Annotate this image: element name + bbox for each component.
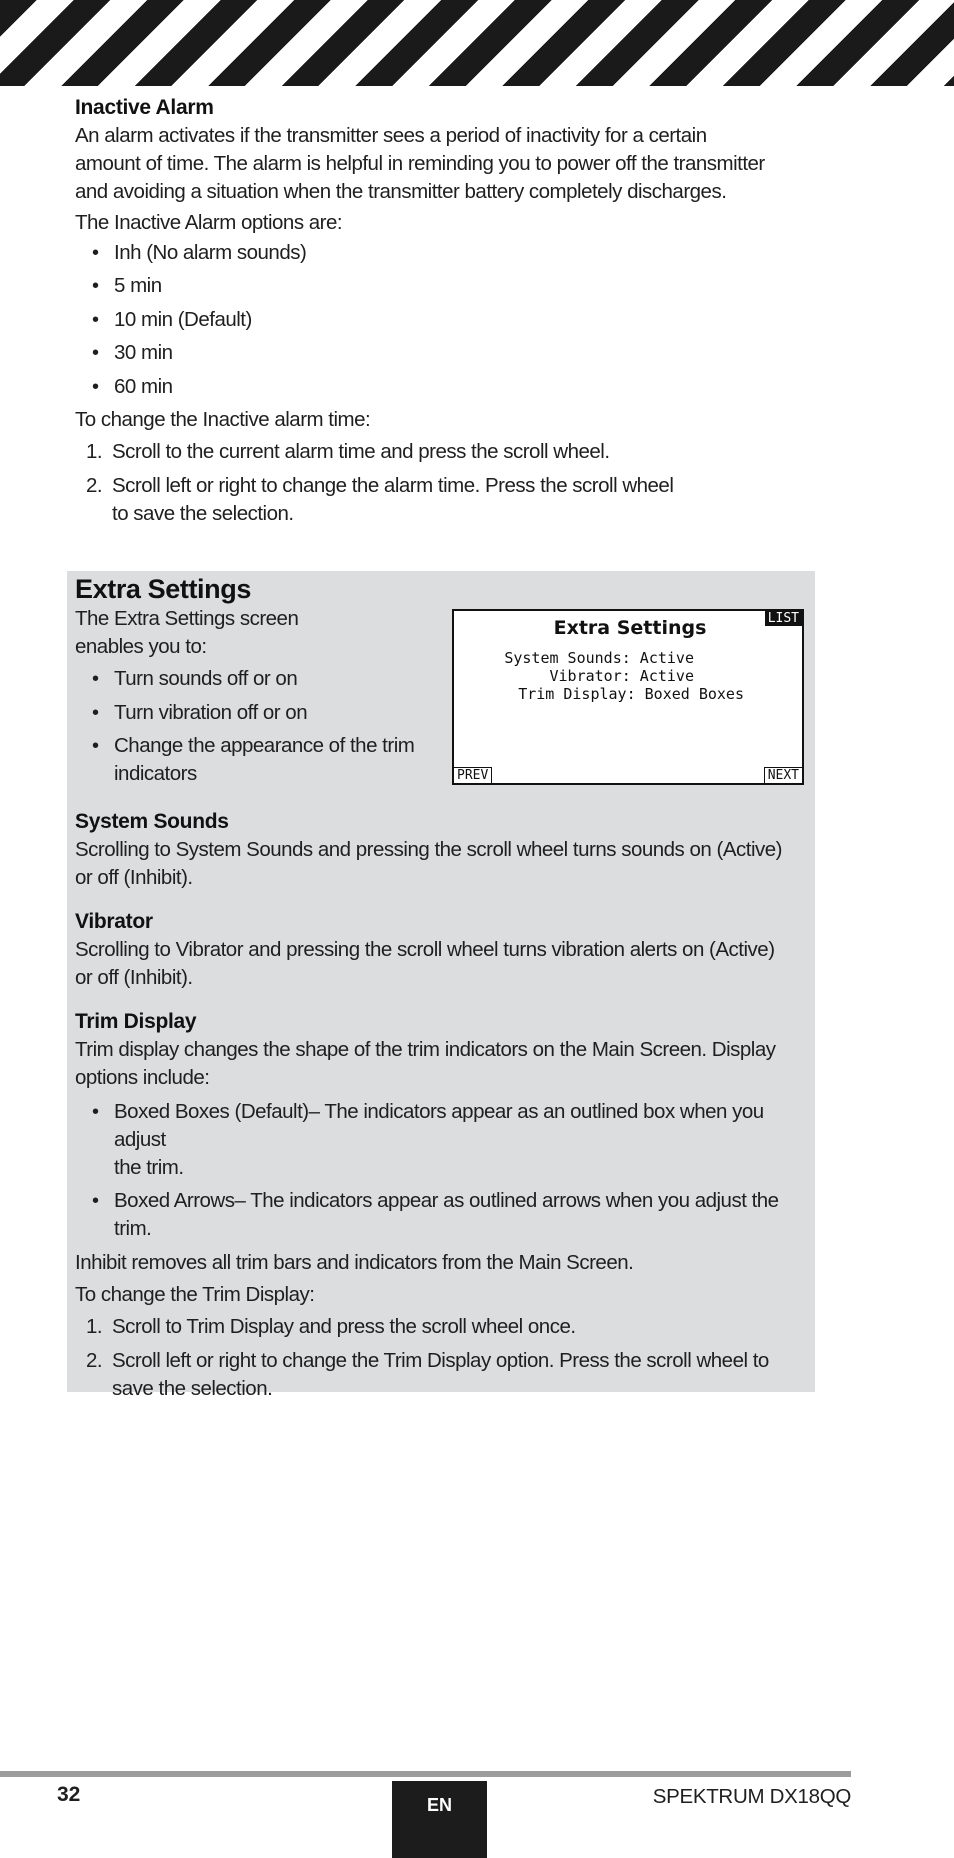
step-item: 2. Scroll left or right to change the alarm time. Press the scroll wheel to save the selection. <box>86 474 674 526</box>
lcd-row-trim-display: Trim Display: Boxed Boxes <box>518 685 744 703</box>
product-name: SPEKTRUM DX18QQ <box>652 1785 851 1808</box>
inactive-alarm-section <box>75 95 805 534</box>
extra-settings-intro: The Extra Settings screen enables you to: <box>75 607 299 659</box>
trim-display-change-intro: To change the Trim Display: <box>75 1282 315 1306</box>
header-stripe-band <box>0 0 954 86</box>
language-tab: EN <box>392 1781 487 1858</box>
step-item: 2. Scroll left or right to change the Trim Display option. Press the scroll wheel to save the selection. <box>86 1348 769 1400</box>
step-item: 1. Scroll to Trim Display and press the scroll wheel once. <box>86 1314 576 1338</box>
lcd-title: Extra Settings <box>553 617 707 639</box>
trim-display-heading: Trim Display <box>75 1009 197 1033</box>
extra-settings-heading: Extra Settings <box>75 574 251 604</box>
inactive-alarm-steps <box>75 438 805 528</box>
list-item: • Change the appearance of the trim indicators <box>75 732 435 788</box>
list-item: • 10 min (Default) <box>75 306 805 334</box>
lcd-row-system-sounds: System Sounds: Active <box>504 649 694 667</box>
list-item: • Turn vibration off or on <box>75 699 435 727</box>
extra-settings-feature-list <box>75 665 435 788</box>
vibrator-text: Scrolling to Vibrator and pressing the scroll wheel turns vibration alerts on (Active) or off (Inhibit). <box>75 937 775 989</box>
lcd-row-vibrator: Vibrator: Active <box>549 667 694 685</box>
trim-display-inhibit-note: Inhibit removes all trim bars and indicators from the Main Screen. <box>75 1250 634 1274</box>
list-item: • 5 min <box>75 272 805 300</box>
transmitter-lcd-screen <box>452 609 804 785</box>
inactive-alarm-options-list <box>75 239 805 401</box>
lcd-prev-button: PREV <box>454 767 492 783</box>
system-sounds-heading: System Sounds <box>75 810 229 833</box>
inactive-alarm-heading: Inactive Alarm <box>75 96 214 119</box>
footer-rule <box>0 1771 851 1777</box>
trim-display-options-list <box>75 1098 805 1244</box>
step-item: 1. Scroll to the current alarm time and press the scroll wheel. <box>86 440 610 464</box>
list-item: • Inh (No alarm sounds) <box>75 239 805 267</box>
inactive-alarm-options-intro: The Inactive Alarm options are: <box>75 210 343 234</box>
list-item: • Boxed Arrows– The indicators appear as outlined arrows when you adjust the trim. <box>75 1187 805 1243</box>
system-sounds-text: Scrolling to System Sounds and pressing the scroll wheel turns sounds on (Active) or off (Inhibit). <box>75 837 782 889</box>
inactive-alarm-intro: An alarm activates if the transmitter sees a period of inactivity for a certain amount of time. The alarm is helpful in reminding you to power off the transmitter and avoiding a situation when the transmitter battery completely discharges. <box>75 123 765 203</box>
list-item: • Turn sounds off or on <box>75 665 435 693</box>
list-item: • 60 min <box>75 373 805 401</box>
vibrator-heading: Vibrator <box>75 909 153 933</box>
lcd-list-button: LIST <box>765 611 802 626</box>
extra-settings-intro-column <box>75 573 435 794</box>
trim-display-text: Trim display changes the shape of the trim indicators on the Main Screen. Display options include: <box>75 1037 776 1089</box>
extra-settings-details <box>75 809 805 1409</box>
inactive-alarm-change-intro: To change the Inactive alarm time: <box>75 408 371 432</box>
list-item: • 30 min <box>75 339 805 367</box>
trim-display-steps <box>75 1313 805 1403</box>
lcd-next-button: NEXT <box>764 767 802 783</box>
list-item: • Boxed Boxes (Default)– The indicators appear as an outlined box when you adjust the trim. <box>75 1098 805 1182</box>
page-number: 32 <box>57 1783 81 1806</box>
